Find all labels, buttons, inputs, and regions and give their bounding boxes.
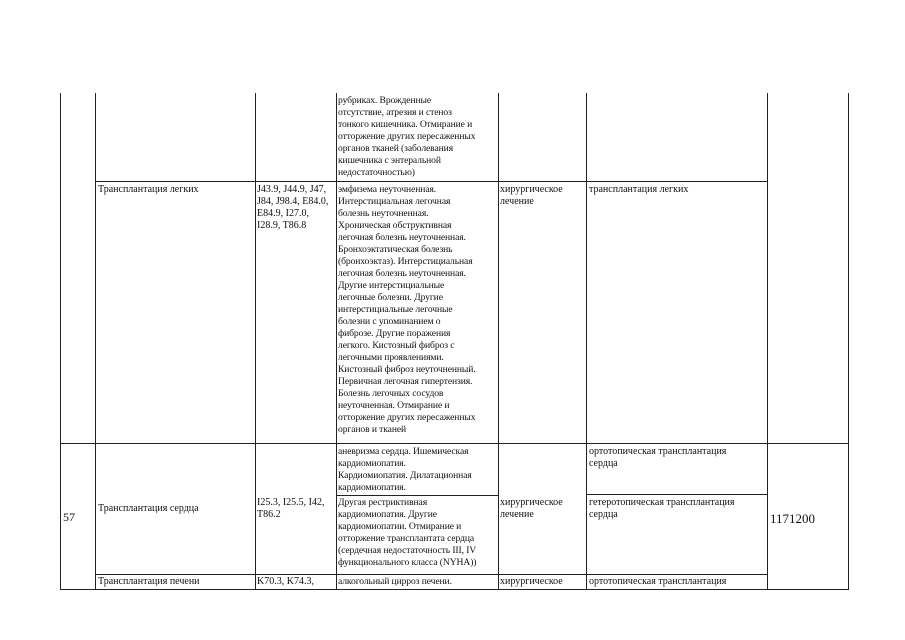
liver-treatment-type: хирургическое: [500, 576, 563, 587]
liver-method: ортотопическая трансплантация: [589, 576, 727, 587]
table-row-divider: [60, 443, 848, 444]
heart-transplant-name: Трансплантация сердца: [98, 503, 199, 514]
row-number: 57: [63, 510, 75, 524]
table-row-divider: [336, 495, 498, 496]
heart-diagnosis-cell-1: аневризма сердца. Ишемическая кардиомиопатия. Кардиомиопатия. Дилатационная кардиомиопатия.: [338, 446, 472, 493]
table-row-divider: [586, 494, 767, 495]
table-column-divider: [586, 93, 587, 590]
lung-treatment-type: хирургическое лечение: [500, 184, 563, 207]
table-row-divider: [95, 181, 767, 182]
table-border-left: [60, 93, 61, 590]
heart-method-2: гетеротопическая трансплантация сердца: [589, 497, 735, 520]
table-column-divider: [95, 93, 96, 590]
heart-method-1: ортотопическая трансплантация сердца: [589, 446, 727, 469]
heart-treatment-type: хирургическое лечение: [500, 497, 563, 520]
lung-diagnosis-cell: эмфизема неуточненная. Интерстициальная легочная болезнь неуточненная. Хроническая обструктивная легочная болезнь неуточненная. Бронхоэктатическая болезнь (бронхоэктаз). Интерстициальная легочная болезнь неуточненная. Другие интерстициальные легочные болезни. Другие интерстициальные легочные болезни с упоминанием о фиброзе. Другие поражения легкого. Кистозный фиброз с легочными проявлениями. Кистозный фиброз неуточненный. Первичная легочная гипертензия. Болезнь легочных сосудов неуточненная. Отмирание и отторжение других пересаженных органов и тканей: [338, 184, 476, 435]
lung-transplant-name: Трансплантация легких: [98, 184, 199, 195]
table-border-bottom: [60, 589, 848, 590]
table-column-divider: [498, 93, 499, 590]
lung-method: трансплантация легких: [589, 184, 689, 195]
financial-cost-value: 1171200: [770, 511, 816, 526]
intestine-diagnosis-cell: рубриках. Врожденные отсутствие, атрезия и стеноз тонкого кишечника. Отмирание и отторжение других пересаженных органов тканей (заболевания кишечника с энтеральной недостаточностью): [338, 95, 476, 178]
lung-icd-codes: J43.9, J44.9, J47, J84, J98.4, E84.0, E84.9, I27.0, I28.9, T86.8: [257, 184, 329, 231]
table-border-right: [848, 93, 849, 590]
table-column-divider: [255, 93, 256, 590]
table-column-divider: [767, 93, 768, 590]
table-row-divider: [95, 574, 767, 575]
liver-icd-codes: K70.3, K74.3,: [257, 576, 314, 587]
liver-transplant-name: Трансплантация печени: [98, 576, 200, 587]
heart-icd-codes: I25.3, I25.5, I42, T86.2: [257, 497, 325, 520]
liver-diagnosis-cell: алкогольный цирроз печени.: [338, 576, 452, 587]
heart-diagnosis-cell-2: Другая рестриктивная кардиомиопатия. Другие кардиомиопатии. Отмирание и отторжение трансплантата сердца (сердечная недостаточность III, IV функционального класса (NYHA)): [338, 497, 477, 568]
